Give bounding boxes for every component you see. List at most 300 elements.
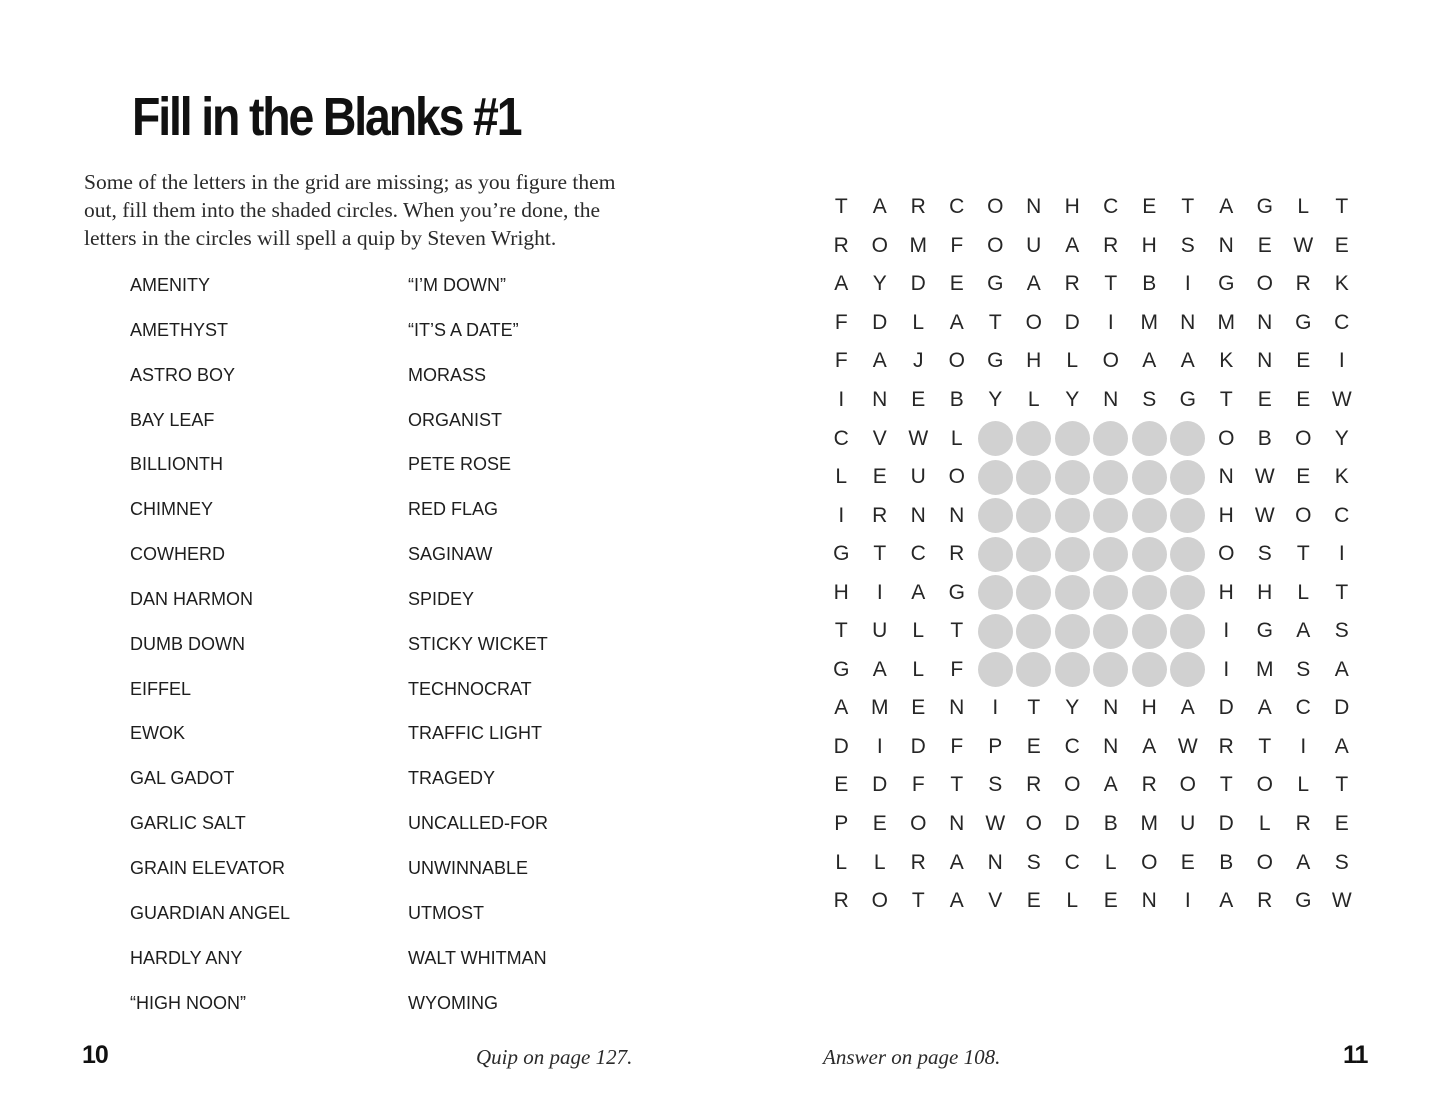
blank-circle[interactable]: [1092, 458, 1131, 497]
grid-letter: N: [1141, 889, 1157, 913]
grid-letter: D: [910, 272, 926, 296]
word-list-item: BAY LEAF: [130, 409, 215, 430]
blank-circle[interactable]: [1053, 496, 1092, 535]
grid-letter: T: [1335, 773, 1349, 797]
shaded-circle: [1170, 498, 1205, 533]
blank-circle[interactable]: [1053, 535, 1092, 574]
shaded-circle: [1055, 537, 1090, 572]
word-list-item: ORGANIST: [408, 409, 503, 430]
grid-letter: W: [908, 426, 929, 450]
answer-page-note: Answer on page 108.: [823, 1045, 1001, 1069]
grid-letter: I: [1184, 889, 1191, 913]
grid-letter: I: [1107, 310, 1114, 334]
blank-circle[interactable]: [1015, 458, 1054, 497]
blank-circle[interactable]: [1092, 612, 1131, 651]
grid-letter: W: [985, 812, 1006, 836]
grid-letter: O: [1295, 503, 1312, 527]
shaded-circle: [1170, 421, 1205, 456]
shaded-circle: [1016, 498, 1051, 533]
grid-letter: S: [1142, 388, 1157, 411]
blank-circle[interactable]: [1169, 573, 1208, 612]
grid-letter: U: [1026, 233, 1042, 257]
grid-letter: E: [834, 773, 849, 797]
grid-letter: R: [872, 503, 888, 527]
grid-letter: C: [949, 195, 965, 219]
grid-letter: A: [949, 889, 964, 913]
grid-letter: T: [834, 619, 848, 643]
word-list-item: EIFFEL: [130, 678, 192, 699]
grid-letter: S: [1334, 619, 1349, 643]
grid-letter: L: [873, 850, 886, 874]
grid-letter: A: [1219, 195, 1234, 219]
word-list-item: HARDLY ANY: [130, 947, 243, 968]
grid-letter: T: [950, 619, 964, 643]
grid-letter: A: [872, 349, 887, 373]
grid-letter: N: [1180, 310, 1196, 334]
grid-letter: R: [1026, 773, 1042, 797]
grid-letter: L: [1258, 812, 1271, 836]
grid-letter: L: [1027, 388, 1040, 411]
grid-letter: T: [1258, 734, 1272, 758]
grid-letter: G: [987, 349, 1004, 373]
grid-letter: H: [1141, 696, 1157, 720]
grid-letter: T: [1027, 696, 1041, 720]
grid-letter: E: [1257, 388, 1272, 411]
grid-letter: T: [1335, 580, 1349, 604]
grid-letter: G: [833, 542, 850, 566]
grid-letter: L: [950, 426, 963, 450]
grid-letter: B: [1257, 426, 1272, 450]
grid-letter: W: [1254, 503, 1275, 527]
grid-letter: P: [988, 734, 1003, 758]
blank-circle[interactable]: [1053, 419, 1092, 458]
grid-letter: E: [1026, 889, 1041, 913]
grid-letter: I: [838, 388, 845, 411]
word-list-item: UNWINNABLE: [408, 857, 529, 878]
grid-letter: H: [1218, 503, 1234, 527]
grid-letter: E: [911, 696, 926, 720]
grid-letter: L: [1066, 889, 1079, 913]
grid-letter: R: [1064, 272, 1080, 296]
instructions: Some of the letters in the grid are missing; as you figure them out, fill them into the shaded circles. When you’re done, the letters in the circles will spell a quip by Steven Wright.: [84, 170, 616, 250]
blank-circle[interactable]: [1130, 612, 1169, 651]
grid-letter: E: [1180, 850, 1195, 874]
word-list-item: COWHERD: [130, 544, 225, 565]
grid-letter: C: [1064, 850, 1080, 874]
grid-letter: N: [1103, 734, 1119, 758]
grid-letter: S: [1257, 542, 1272, 566]
grid-letter: S: [1026, 850, 1041, 874]
grid-letter: Y: [1065, 388, 1080, 411]
word-list-item: WYOMING: [408, 992, 498, 1013]
grid-letter: S: [1296, 657, 1311, 681]
blank-circle[interactable]: [976, 535, 1015, 574]
grid-letter: T: [950, 773, 964, 797]
word-list-item: GRAIN ELEVATOR: [130, 857, 286, 878]
blank-circle[interactable]: [1053, 651, 1092, 690]
grid-letter: I: [1223, 619, 1230, 643]
grid-letter: A: [1334, 657, 1349, 681]
grid-letter: I: [838, 503, 845, 527]
blank-circle[interactable]: [1130, 573, 1169, 612]
grid-letter: O: [987, 195, 1004, 219]
word-list-item: “HIGH NOON”: [130, 992, 246, 1013]
grid-letter: I: [1223, 657, 1230, 681]
grid-letter: N: [1103, 696, 1119, 720]
grid-letter: C: [1295, 696, 1311, 720]
word-list-item: MORASS: [408, 364, 487, 385]
grid-letter: O: [987, 233, 1004, 257]
grid-letter: M: [1140, 310, 1158, 334]
shaded-circle: [1170, 614, 1205, 649]
shaded-circle: [1055, 498, 1090, 533]
grid-letter: E: [872, 465, 887, 489]
grid-letter: O: [1218, 426, 1235, 450]
word-list-item: CHIMNEY: [130, 499, 214, 520]
shaded-circle: [1093, 575, 1128, 610]
grid-letter: T: [834, 195, 848, 219]
grid-letter: C: [1334, 310, 1350, 334]
grid-letter: W: [1331, 388, 1352, 411]
grid-letter: M: [1140, 812, 1158, 836]
blank-circle[interactable]: [1092, 651, 1131, 690]
grid-letter: K: [1219, 349, 1234, 373]
word-list-item: “I’M DOWN”: [408, 275, 506, 295]
grid-letter: W: [1177, 734, 1198, 758]
shaded-circle: [1093, 460, 1128, 495]
blank-circle[interactable]: [1092, 573, 1131, 612]
grid-letter: M: [1256, 657, 1274, 681]
blank-circle[interactable]: [1130, 419, 1169, 458]
shaded-circle: [978, 537, 1013, 572]
shaded-circle: [1093, 652, 1128, 687]
grid-letter: G: [833, 657, 850, 681]
shaded-circle: [1132, 498, 1167, 533]
grid-letter: T: [988, 310, 1002, 334]
grid-letter: G: [1256, 619, 1273, 643]
grid-letter: E: [1103, 889, 1118, 913]
grid-letter: U: [910, 465, 926, 489]
grid-letter: H: [1026, 349, 1042, 373]
grid-letter: H: [833, 580, 849, 604]
grid-letter: F: [950, 233, 964, 257]
word-list-item: SPIDEY: [408, 588, 475, 609]
word-list-item: GUARDIAN ANGEL: [130, 902, 291, 923]
grid-letter: E: [911, 388, 926, 411]
grid-letter: C: [1334, 503, 1350, 527]
blank-circle[interactable]: [1053, 612, 1092, 651]
grid-letter: H: [1218, 580, 1234, 604]
grid-letter: G: [1218, 272, 1235, 296]
word-list-item: ASTRO BOY: [130, 364, 236, 385]
grid-letter: A: [834, 272, 849, 296]
shaded-circle: [978, 575, 1013, 610]
grid-letter: B: [949, 388, 964, 411]
grid-letter: N: [872, 388, 888, 411]
grid-letter: R: [833, 889, 849, 913]
shaded-circle: [1093, 498, 1128, 533]
grid-letter: A: [1065, 233, 1080, 257]
grid-letter: O: [948, 349, 965, 373]
grid-letter: A: [911, 580, 926, 604]
grid-letter: L: [1297, 580, 1310, 604]
grid-letter: O: [1102, 349, 1119, 373]
blank-circle[interactable]: [976, 496, 1015, 535]
letter-grid: [822, 188, 1361, 920]
grid-letter: Y: [872, 272, 887, 296]
grid-letter: A: [1142, 734, 1157, 758]
shaded-circle: [1016, 575, 1051, 610]
grid-letter: L: [835, 850, 848, 874]
blank-circle[interactable]: [1015, 535, 1054, 574]
grid-letter: E: [1334, 812, 1349, 836]
grid-letter: R: [1218, 734, 1234, 758]
grid-letter: D: [1064, 310, 1080, 334]
grid-letter: E: [1257, 233, 1272, 257]
shaded-circle: [1132, 460, 1167, 495]
grid-letter: R: [833, 233, 849, 257]
blank-circle[interactable]: [1130, 496, 1169, 535]
grid-letter: B: [1142, 272, 1157, 296]
shaded-circle: [1170, 460, 1205, 495]
grid-letter: R: [1141, 773, 1157, 797]
grid-letter: A: [872, 195, 887, 219]
shaded-circle: [1016, 614, 1051, 649]
grid-letter: A: [949, 310, 964, 334]
right-page-number: 11: [1343, 1041, 1368, 1069]
shaded-circle: [1016, 460, 1051, 495]
grid-letter: F: [911, 773, 925, 797]
blank-circle[interactable]: [976, 419, 1015, 458]
grid-letter: Y: [1065, 696, 1080, 720]
grid-letter: R: [910, 195, 926, 219]
grid-letter: F: [834, 310, 848, 334]
grid-letter: O: [1256, 773, 1273, 797]
blank-circle[interactable]: [1053, 573, 1092, 612]
grid-letter: N: [949, 812, 965, 836]
shaded-circle: [1055, 575, 1090, 610]
grid-letter: I: [876, 734, 883, 758]
grid-letter: D: [910, 734, 926, 758]
grid-letter: A: [1026, 272, 1041, 296]
grid-letter: D: [872, 310, 888, 334]
grid-letter: A: [1142, 349, 1157, 373]
shaded-circle: [1055, 652, 1090, 687]
grid-letter: N: [1218, 465, 1234, 489]
grid-letter: M: [871, 696, 889, 720]
grid-letter: A: [1257, 696, 1272, 720]
grid-letter: F: [950, 734, 964, 758]
grid-letter: I: [1300, 734, 1307, 758]
grid-letter: N: [949, 503, 965, 527]
blank-circle[interactable]: [1015, 573, 1054, 612]
grid-letter: I: [992, 696, 999, 720]
grid-letter: E: [1296, 349, 1311, 373]
grid-letter: D: [1218, 696, 1234, 720]
grid-letter: R: [1103, 233, 1119, 257]
grid-letter: N: [987, 850, 1003, 874]
word-list-item: STICKY WICKET: [408, 633, 548, 654]
grid-letter: G: [948, 580, 965, 604]
word-list-item: SAGINAW: [408, 544, 493, 565]
blank-circle[interactable]: [1169, 419, 1208, 458]
blank-circle[interactable]: [1015, 612, 1054, 651]
grid-letter: G: [1256, 195, 1273, 219]
word-list-item: DAN HARMON: [130, 588, 254, 609]
grid-letter: N: [1026, 195, 1042, 219]
quip-page-note: Quip on page 127.: [476, 1045, 633, 1069]
grid-letter: T: [1181, 195, 1195, 219]
word-list-item: UTMOST: [408, 902, 484, 923]
blank-circle[interactable]: [1169, 612, 1208, 651]
grid-letter: L: [1297, 773, 1310, 797]
grid-letter: O: [1025, 812, 1042, 836]
grid-letter: H: [1141, 233, 1157, 257]
grid-letter: M: [909, 233, 927, 257]
shaded-circle: [1093, 614, 1128, 649]
blank-circle[interactable]: [1169, 496, 1208, 535]
shaded-circle: [978, 498, 1013, 533]
word-list-item: DUMB DOWN: [130, 633, 245, 654]
grid-letter: D: [1218, 812, 1234, 836]
grid-letter: C: [1103, 195, 1119, 219]
blank-circle[interactable]: [1130, 651, 1169, 690]
grid-letter: I: [1338, 542, 1345, 566]
blank-circle[interactable]: [1130, 458, 1169, 497]
grid-letter: U: [1180, 812, 1196, 836]
page-title: Fill in the Blanks #1: [132, 87, 521, 147]
left-page-number: 10: [82, 1041, 108, 1069]
blank-circle[interactable]: [1053, 458, 1092, 497]
blank-circle[interactable]: [1015, 419, 1054, 458]
grid-letter: A: [1103, 773, 1118, 797]
grid-letter: L: [1104, 850, 1117, 874]
grid-letter: K: [1334, 272, 1349, 296]
shaded-circle: [1016, 421, 1051, 456]
blank-circle[interactable]: [1092, 535, 1131, 574]
grid-letter: B: [1103, 812, 1118, 836]
blank-circle[interactable]: [1169, 458, 1208, 497]
shaded-circle: [1093, 537, 1128, 572]
grid-letter: R: [1295, 272, 1311, 296]
grid-letter: O: [1295, 426, 1312, 450]
grid-letter: R: [949, 542, 965, 566]
shaded-circle: [978, 421, 1013, 456]
grid-letter: C: [1064, 734, 1080, 758]
grid-letter: R: [910, 850, 926, 874]
grid-letter: P: [834, 812, 849, 836]
grid-letter: N: [1218, 233, 1234, 257]
grid-letter: O: [1256, 272, 1273, 296]
grid-letter: O: [1179, 773, 1196, 797]
shaded-circle: [1132, 575, 1167, 610]
grid-letter: T: [1296, 542, 1310, 566]
grid-letter: C: [910, 542, 926, 566]
grid-letter: H: [1064, 195, 1080, 219]
grid-letter: A: [1180, 349, 1195, 373]
shaded-circle: [1016, 537, 1051, 572]
grid-letter: D: [1064, 812, 1080, 836]
grid-letter: T: [1219, 773, 1233, 797]
grid-letter: F: [950, 657, 964, 681]
shaded-circle: [1170, 537, 1205, 572]
grid-letter: C: [833, 426, 849, 450]
grid-letter: O: [1218, 542, 1235, 566]
grid-letter: H: [1257, 580, 1273, 604]
grid-letter: E: [949, 272, 964, 296]
shaded-circle: [978, 460, 1013, 495]
grid-letter: T: [1104, 272, 1118, 296]
grid-letter: W: [1331, 889, 1352, 913]
grid-letter: I: [1184, 272, 1191, 296]
blank-circle[interactable]: [976, 458, 1015, 497]
blank-circle[interactable]: [976, 573, 1015, 612]
blank-circle[interactable]: [1130, 535, 1169, 574]
grid-letter: O: [1256, 850, 1273, 874]
grid-letter: S: [988, 773, 1003, 797]
grid-letter: F: [834, 349, 848, 373]
grid-letter: A: [1180, 696, 1195, 720]
word-list-item: RED FLAG: [408, 499, 499, 520]
grid-letter: W: [1293, 233, 1314, 257]
grid-letter: O: [910, 812, 927, 836]
grid-letter: D: [833, 734, 849, 758]
blank-circle[interactable]: [1092, 496, 1131, 535]
grid-letter: G: [987, 272, 1004, 296]
grid-letter: O: [948, 465, 965, 489]
grid-letter: R: [1257, 889, 1273, 913]
grid-letter: I: [876, 580, 883, 604]
blank-circle[interactable]: [1169, 651, 1208, 690]
word-list-column-1: [130, 270, 290, 1032]
word-list-item: AMENITY: [130, 275, 211, 295]
grid-letter: G: [1295, 889, 1312, 913]
shaded-circle: [1170, 652, 1205, 687]
grid-letter: O: [1025, 310, 1042, 334]
word-list-item: WALT WHITMAN: [408, 947, 547, 968]
grid-letter: T: [1219, 388, 1233, 411]
grid-letter: N: [949, 696, 965, 720]
blank-circle[interactable]: [1169, 535, 1208, 574]
blank-circle[interactable]: [1015, 651, 1054, 690]
blank-circle[interactable]: [1015, 496, 1054, 535]
grid-letter: E: [1142, 195, 1157, 219]
blank-circle[interactable]: [1092, 419, 1131, 458]
grid-letter: V: [872, 426, 887, 450]
grid-letter: L: [912, 619, 925, 643]
grid-letter: A: [834, 696, 849, 720]
shaded-circle: [978, 652, 1013, 687]
grid-letter: A: [1296, 850, 1311, 874]
blank-circle[interactable]: [976, 612, 1015, 651]
grid-letter: W: [1254, 465, 1275, 489]
shaded-circle: [1132, 537, 1167, 572]
grid-letter: U: [872, 619, 888, 643]
grid-letter: A: [872, 657, 887, 681]
word-list-item: UNCALLED-FOR: [408, 813, 549, 834]
grid-letter: I: [1338, 349, 1345, 373]
grid-letter: L: [1297, 195, 1310, 219]
grid-letter: L: [912, 657, 925, 681]
grid-letter: Y: [1334, 426, 1349, 450]
shaded-circle: [1016, 652, 1051, 687]
grid-letter: G: [1179, 388, 1196, 411]
grid-letter: O: [871, 889, 888, 913]
shaded-circle: [1132, 421, 1167, 456]
grid-letter: E: [1296, 388, 1311, 411]
blank-circle[interactable]: [976, 651, 1015, 690]
grid-letter: A: [949, 850, 964, 874]
